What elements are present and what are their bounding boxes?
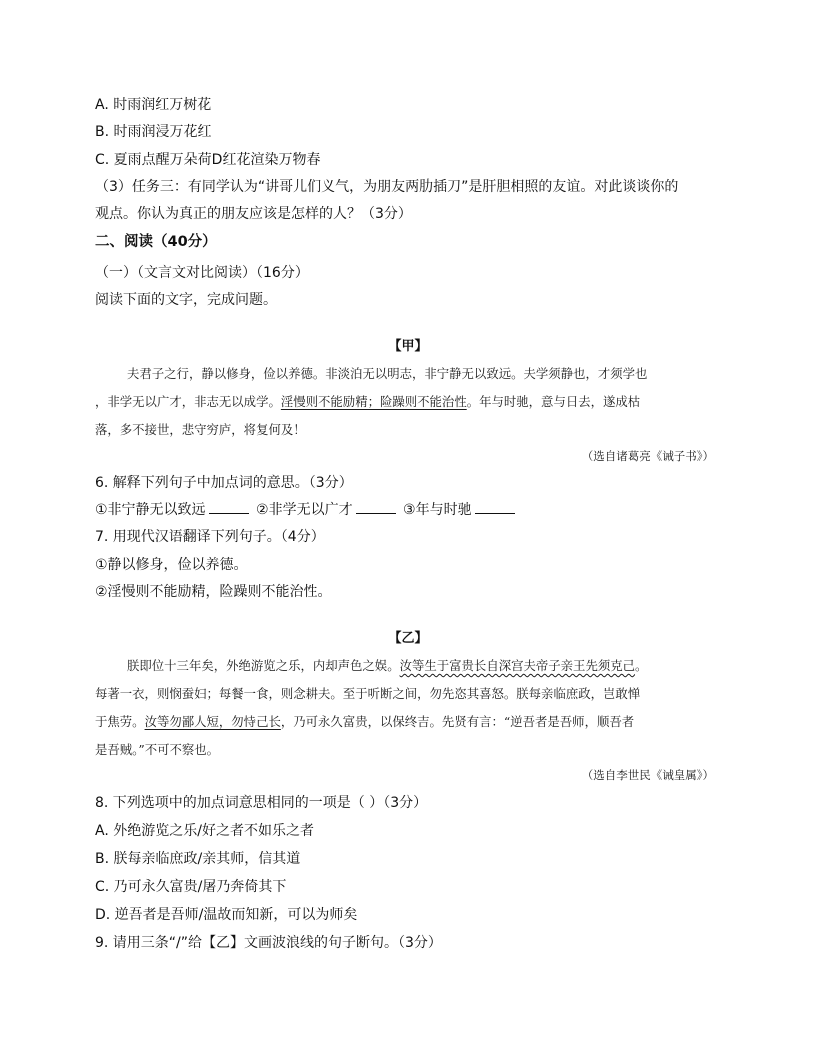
wavy-sentence: 汝等生于富贵长自深宫夫帝子亲王先须克己 bbox=[399, 658, 636, 673]
passage-yi-text: 。 bbox=[635, 658, 648, 673]
q8-option-d: D. 逆吾者是吾师/温故而知新，可以为师矣 bbox=[95, 907, 358, 923]
passage-yi-line3 bbox=[95, 713, 634, 731]
q8-option-a: A. 外绝游览之乐/好之者不如乐之者 bbox=[95, 823, 314, 839]
section-title: 二、阅读（40分） bbox=[95, 234, 217, 250]
answer-blank[interactable] bbox=[209, 501, 249, 514]
underlined-sentence: 汝等勿鄙人短，勿恃己长 bbox=[144, 714, 281, 729]
passage-jia-line1: 夫君子之行，静以修身，俭以养德。非淡泊无以明志，非宁静无以致远。夫学须静也，才须学也 bbox=[127, 366, 648, 381]
underlined-sentence: 淫慢则不能励精；险躁则不能治性 bbox=[280, 394, 467, 409]
passage-jia-source: （选自诸葛亮《诫子书》） bbox=[581, 449, 714, 463]
q7-title: 7. 用现代汉语翻译下列句子。（4分） bbox=[95, 529, 325, 545]
passage-jia-text: 。年与时驰，意与日去，遂成枯 bbox=[466, 394, 641, 409]
answer-blank[interactable] bbox=[356, 501, 396, 514]
task3-line2: 观点。你认为真正的朋友应该是怎样的人？（3分） bbox=[95, 206, 412, 222]
passage-yi-label: 【乙】 bbox=[388, 631, 428, 646]
passage-jia-label: 【甲】 bbox=[388, 339, 428, 354]
q6-parts bbox=[95, 501, 518, 519]
passage-yi-line4: 是吾贼。”不可不察也。 bbox=[95, 742, 220, 757]
passage-yi-text: 于焦劳。 bbox=[95, 714, 145, 729]
q6-part3: ③年与时驰 bbox=[403, 502, 472, 518]
q8-option-b: B. 朕每亲临庶政/亲其师，信其道 bbox=[95, 851, 301, 867]
q8-title: 8. 下列选项中的加点词意思相同的一项是（ ）（3分） bbox=[95, 795, 428, 811]
passage-yi-line1 bbox=[127, 657, 647, 675]
q7-sentence2: ②淫慢则不能励精，险躁则不能治性。 bbox=[95, 584, 332, 600]
passage-jia-line3: 落，多不接世，悲守穷庐，将复何及！ bbox=[95, 422, 306, 437]
passage-jia-line2 bbox=[95, 393, 640, 411]
q8-option-c: C. 乃可永久富贵/屠乃奔倚其下 bbox=[95, 879, 287, 895]
option-a: A. 时雨润红万树花 bbox=[95, 97, 212, 113]
subsection-title: （一）（文言文对比阅读）（16分） bbox=[95, 265, 309, 281]
passage-jia-text: ，非学无以广才，非志无以成学。 bbox=[95, 394, 281, 409]
q6-title: 6. 解释下列句子中加点词的意思。（3分） bbox=[95, 475, 353, 491]
q6-part1: ①非宁静无以致远 bbox=[95, 502, 206, 518]
passage-yi-text: ，乃可永久富贵，以保终吉。先贤有言：“逆吾者是吾师，顺吾者 bbox=[280, 714, 635, 729]
q7-sentence1: ①静以修身，俭以养德。 bbox=[95, 557, 248, 573]
answer-blank[interactable] bbox=[475, 501, 515, 514]
passage-yi-line2: 每著一衣，则悯蚕妇；每餐一食，则念耕夫。至于听断之间，勿先恣其喜怒。朕每亲临庶政，岂敢惮 bbox=[95, 686, 641, 701]
passage-yi-source: （选自李世民《诫皇属》） bbox=[581, 768, 714, 782]
q6-part2: ②非学无以广才 bbox=[256, 502, 353, 518]
option-c: C. 夏雨点醒万朵荷D红花渲染万物春 bbox=[95, 152, 321, 168]
q9-title: 9. 请用三条“/”给【乙】文画波浪线的句子断句。（3分） bbox=[95, 935, 442, 951]
option-b: B. 时雨润浸万花红 bbox=[95, 124, 212, 140]
task3-line1: （3）任务三：有同学认为“讲哥儿们义气，为朋友两肋插刀”是肝胆相照的友谊。对此谈谈你的 bbox=[95, 179, 679, 195]
instruction: 阅读下面的文字，完成问题。 bbox=[95, 292, 277, 308]
passage-yi-text: 朕即位十三年矣，外绝游览之乐，内却声色之娱。 bbox=[127, 658, 400, 673]
